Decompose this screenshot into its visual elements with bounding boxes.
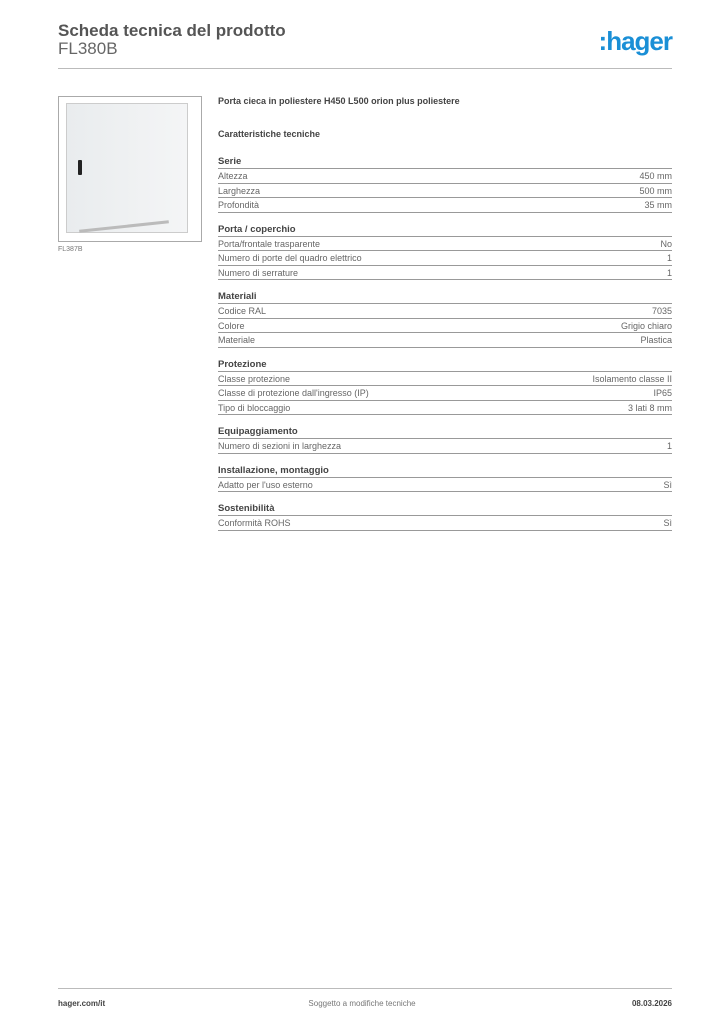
- spec-row: [218, 266, 672, 281]
- hager-logo: :hager: [598, 26, 672, 56]
- door-illustration: [66, 103, 188, 233]
- spec-section: [218, 464, 672, 493]
- spec-value: 1: [666, 253, 672, 263]
- spec-label: Altezza: [218, 171, 248, 181]
- spec-value: 1: [666, 267, 672, 278]
- spec-value: Isolamento classe II: [592, 373, 672, 384]
- spec-value: 500 mm: [639, 185, 672, 196]
- header-divider: [58, 68, 672, 69]
- spec-label: Conformità ROHS: [218, 518, 291, 528]
- spec-label: Larghezza: [218, 185, 261, 196]
- spec-label: Adatto per l'uso esterno: [218, 479, 313, 490]
- spec-section: [218, 502, 672, 531]
- section-title: Installazione, montaggio: [218, 464, 672, 478]
- spec-value: 450 mm: [639, 171, 672, 181]
- spec-row: [218, 386, 672, 401]
- spec-section: [218, 358, 672, 416]
- spec-row: [218, 401, 672, 416]
- section-title: Materiali: [218, 290, 672, 304]
- spec-section: [218, 425, 672, 454]
- spec-value: Grigio chiaro: [620, 320, 672, 331]
- product-description: Porta cieca in poliestere H450 L500 orion plus poliestere: [218, 96, 460, 106]
- product-image: [58, 96, 202, 242]
- characteristics-title: Caratteristiche tecniche: [218, 129, 321, 139]
- spec-label: Porta/frontale trasparente: [218, 238, 321, 249]
- spec-label: Classe protezione: [218, 373, 291, 384]
- spec-row: [218, 372, 672, 387]
- section-title: Protezione: [218, 358, 672, 372]
- spec-label: Materiale: [218, 335, 256, 345]
- spec-value: Sì: [663, 479, 672, 490]
- spec-value: 7035: [651, 306, 672, 316]
- section-title: Sostenibilità: [218, 502, 672, 516]
- spec-value: Plastica: [640, 335, 672, 345]
- spec-section: [218, 155, 672, 213]
- spec-value: Sì: [663, 518, 672, 528]
- section-title: Serie: [218, 155, 672, 169]
- section-title: Equipaggiamento: [218, 425, 672, 439]
- spec-row: [218, 169, 672, 184]
- spec-row: [218, 184, 672, 199]
- spec-label: Numero di porte del quadro elettrico: [218, 253, 362, 263]
- footer-divider: [58, 988, 672, 989]
- spec-row: [218, 478, 672, 493]
- spec-row: [218, 251, 672, 266]
- spec-value: No: [660, 238, 672, 249]
- spec-row: [218, 439, 672, 454]
- spec-section: [218, 223, 672, 281]
- page-title: Scheda tecnica del prodotto: [58, 21, 286, 40]
- spec-row: [218, 333, 672, 348]
- footer-date: 08.03.2026: [631, 999, 672, 1008]
- spec-label: Codice RAL: [218, 306, 267, 316]
- door-handle: [78, 160, 82, 175]
- spec-label: Colore: [218, 320, 245, 331]
- section-title: Porta / coperchio: [218, 223, 672, 237]
- product-code: FL380B: [58, 39, 118, 58]
- spec-section: [218, 290, 672, 348]
- spec-value: IP65: [653, 388, 672, 398]
- spec-row: [218, 319, 672, 334]
- spec-label: Tipo di bloccaggio: [218, 402, 291, 413]
- spec-row: [218, 198, 672, 213]
- footer-note: Soggetto a modifiche tecniche: [308, 999, 416, 1008]
- spec-row: [218, 237, 672, 252]
- footer-website: hager.com/it: [58, 999, 106, 1008]
- spec-value: 35 mm: [644, 200, 672, 210]
- product-specs: [218, 96, 672, 541]
- spec-label: Classe di protezione dall'ingresso (IP): [218, 388, 369, 398]
- spec-value: 3 lati 8 mm: [627, 402, 672, 413]
- spec-label: Numero di sezioni in larghezza: [218, 441, 342, 451]
- image-caption: FL387B: [58, 246, 83, 253]
- spec-sections: [218, 155, 672, 531]
- spec-row: [218, 304, 672, 319]
- spec-row: [218, 516, 672, 531]
- spec-label: Numero di serrature: [218, 267, 299, 278]
- spec-value: 1: [666, 441, 672, 451]
- spec-label: Profondità: [218, 200, 260, 210]
